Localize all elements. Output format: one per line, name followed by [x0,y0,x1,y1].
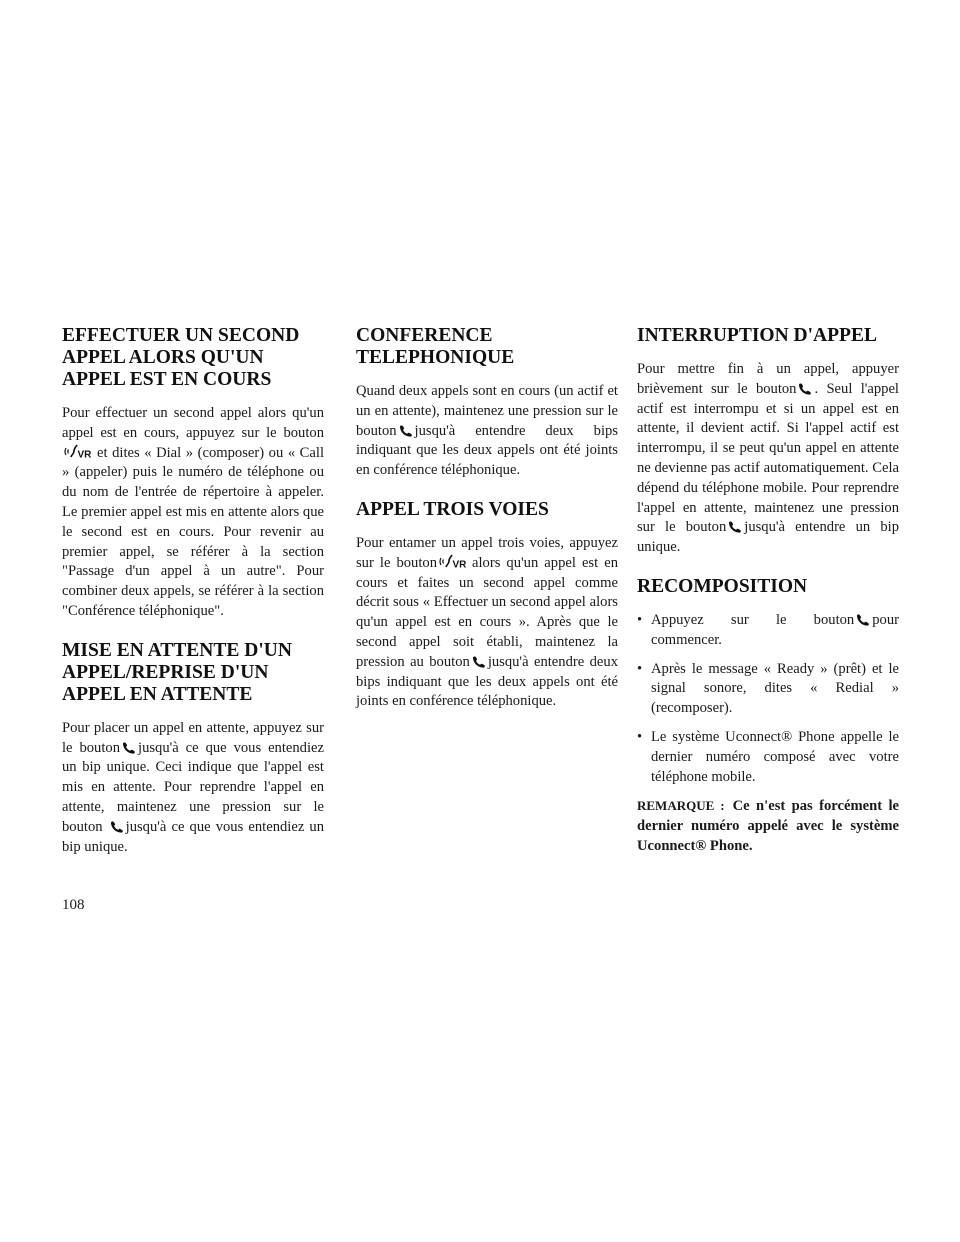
column-middle [356,325,618,712]
list-item: • Appuyez sur le bouton pour commencer. [637,611,899,648]
phone-icon [728,521,742,533]
page-number: 108 [62,897,85,913]
column-right [637,325,899,857]
note [637,796,899,856]
bullet-icon: • [637,728,643,745]
list-item: • Le système Uconnect® Phone appelle le dernier numéro composé avec votre téléphone mobile. [637,728,899,785]
voice-recognition-icon [64,444,95,459]
heading-redial: RECOMPOSITION [637,575,808,597]
paragraph-three-way: Pour entamer un appel trois voies, appuyez sur le bouton alors qu'un appel est en cours et faites un second appel comme décrit sous « Effectuer un second appel alors qu'un appel est en cours ». Après que le second appel soit établi, maintenez la pression au bouton jusqu'à entendre deux bips indiquant que les deux appels ont été joints en conférence téléphonique. [356,534,618,710]
note-text: Ce n'est pas forcément le dernier numéro appelé avec le système Uconnect® Phone. [637,798,900,854]
heading-end-call: INTERRUPTION D'APPEL [637,325,877,346]
heading-hold-call: MISE EN ATTENTE D'UN APPEL/REPRISE D'UN APPEL EN ATTENTE [62,639,292,705]
heading-conference: CONFERENCE TELEPHONIQUE [356,325,515,368]
note-label: REMARQUE : [637,798,725,814]
phone-icon [399,425,413,437]
bullet-icon: • [637,611,643,628]
paragraph-second-call: Pour effectuer un second appel alors qu'un appel est en cours, appuyez sur le boutonet dites « Dial » (composer) ou « Call » (appeler) puis le numéro de téléphone ou du nom de l'entrée de répertoire à appeler. Le premier appel est mis en attente alors que le second est en cours. Pour revenir au premier appel, se référer à la section "Passage d'un appel à un autre". Pour combiner deux appels, se référer à la section "Conférence téléphonique". [62,405,324,619]
heading-second-call: EFFECTUER UN SECOND APPEL ALORS QU'UN APPEL EST EN COURS [62,325,300,390]
paragraph-conference: Quand deux appels sont en cours (un actif et un en attente), maintenez une pression sur le bouton jusqu'à entendre deux bips indiquant que les deux appels ont été joints en conférence téléphonique. [356,383,618,479]
phone-icon [472,656,486,668]
phone-icon [110,821,124,833]
column-left [62,325,324,857]
phone-icon [856,614,870,626]
redial-steps-list [637,611,899,787]
paragraph-end-call: Pour mettre fin à un appel, appuyer brièvement sur le bouton . Seul l'appel actif est interrompu et si un appel est en attente, il devient actif. Si l'appel actif est interrompu, il se peut qu'un appel en attente ne devienne pas actif automatiquement. Cela dépend du téléphone mobile. Pour reprendre l'appel en attente, maintenez une pression sur le bouton jusqu'à entendre un bip unique. [637,361,899,556]
bullet-icon: • [637,660,643,677]
paragraph-hold-call: Pour placer un appel en attente, appuyez sur le bouton jusqu'à ce que vous entendiez un bip unique. Ceci indique que l'appel est mis en attente. Pour reprendre l'appel en attente, maintenez une pression sur le bouton jusqu'à ce que vous entendiez un bip unique. [62,719,324,855]
phone-icon [122,742,136,754]
voice-recognition-icon [439,554,470,569]
list-item: • Après le message « Ready » (prêt) et le signal sonore, dites « Redial » (recomposer). [637,660,899,717]
phone-icon [798,383,812,395]
heading-three-way: APPEL TROIS VOIES [356,498,549,520]
